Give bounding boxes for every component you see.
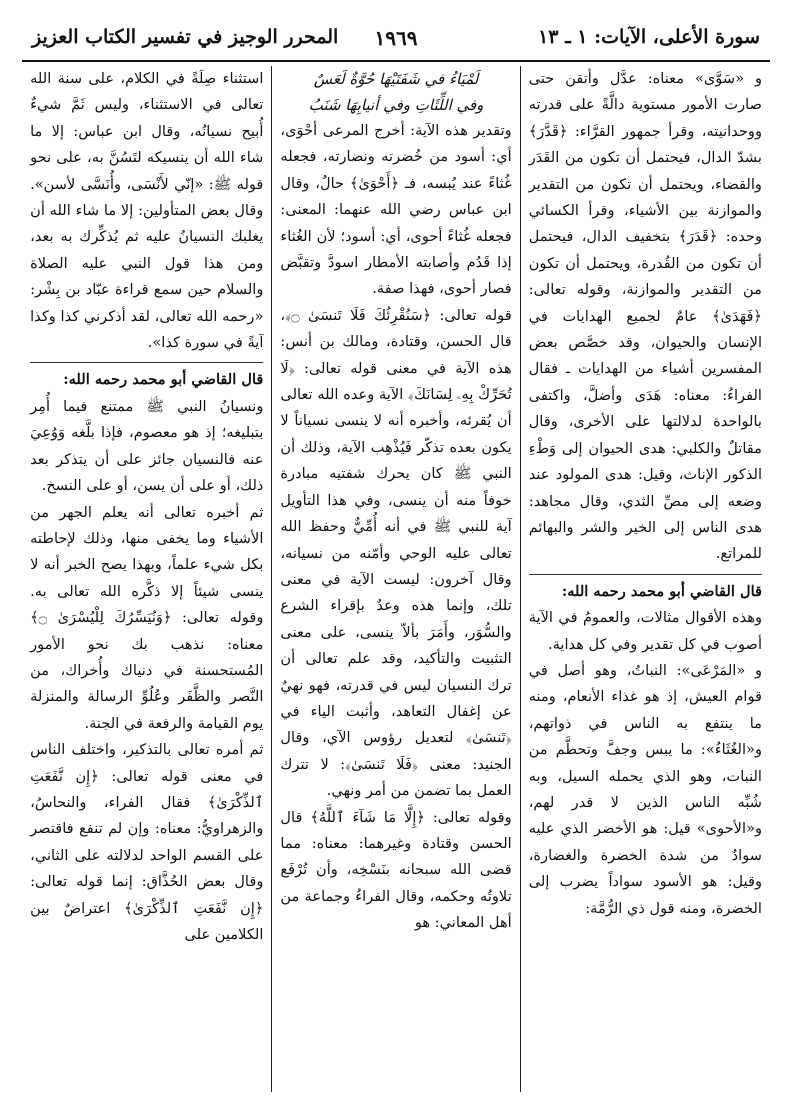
- paragraph: ثم أمره تعالى بالتذكير، واختلف الناس في معنى قوله تعالى: ﴿إِن نَّفَعَتِ ٱلذِّكْرَىٰ﴾ فقال الفراء، والنحاسُ، والزهراويُّ: معناه: وإن لم تنفع فاقتصر على القسم الواحد لدلالته على الثاني، وقال بعض الحُذَّاق: إنما قوله تعالى: ﴿إِن نَّفَعَتِ ٱلذِّكْرَىٰ﴾ اعتراضٌ بين الكلامين على: [30, 741, 264, 943]
- paragraph: استثناء صِلَةً في الكلام، على سنة الله تعالى في الاستثناء، وليس ثَمَّ شيءٌ أُبيح نسيانُه، وقال ابن عباس: إلا ما شاء الله أن ينسيكه لتَسُنَّ به، على نحو قوله ﷺ: «إنّي لأَنْسَى، وأُنَسَّى لأسن». وقال بعض المتأولين: إلا ما شاء الله أن يغلبك النسيانُ عليه ثم يُذكِّرك به بعد، ومن هذا قول النبي عليه الصلاة والسلام حين سمع قراءة عبّاد بن بِشْر: «رحمه الله تعالى، لقد أذكرني كذا وكذا آيةً في سورة كذا».: [30, 70, 264, 352]
- verse-hemistich: وفي اللِّثَاتِ وفي أنيابِهَا شَنَبُ: [308, 96, 484, 114]
- paragraph: قوله تعالى: ﴿سَنُقْرِئُكَ فَلَا تَنسَىٰ ۝﴾، قال الحسن، وقتادة، ومالك بن أنس: هذه الآية في معنى قوله تعالى: ﴿لَا تُحَرِّكْ بِهِۦ لِسَانَكَ﴾ الآية وعده الله تعالى أن يُقرئه، وأخبره أنه لا ينسى نسياناً لا يكون بعده تذكّر فَيُذْهِب الآية، وذلك أن النبي ﷺ كان يحرك شفتيه مبادرة خوفاً منه أن ينسى، وفي هذا التأويل آية للنبي ﷺ في أنه أُمِّيٌّ وحفظ الله تعالى عليه الوحي وأمّنه من نسيانه، وقال آخرون: ليست الآية في معنى تلك، وإنما هذه وعدٌ بإقراء الشرع والسُّوَر، وأَمَرَ بألاّ ينسى، على معنى التثبيت والتأكيد، وقد علم تعالى أن ترك النسيان ليس في قدرته، فهو نهيٌ عن إغفال التعاهد، وأثبت الياء في ﴿تَنسَىٰ﴾ لتعديل رؤوس الآي، وقال الجنيد: معنى ﴿فَلَا تَنسَىٰ﴾: لا تترك العمل بما تضمن من أمر ونهي.: [280, 306, 512, 800]
- paragraph: و «المَرْعَى»: النباتُ، وهو أصل في قوام العيش، إذ هو غذاء الأنعام، ومنه ما ينتفع به الناس في ذواتهم، و«الغُثَاءُ»: ما يبس وجفَّ وتحطَّم من النبات، وهو الذي يحمله السيل، وبه شُبِّه الناس الذين لا قدر لهم، و«الأحوى» قيل: هو الأخضر الذي عليه سوادٌ من شدة الخضرة والغضارة، وقيل: هو الأسود سواداً يضرب إلى الخضرة، ومنه قول ذي الرُّمَّة:: [528, 661, 762, 917]
- paragraph: ونسيانُ النبي ﷺ ممتنع فيما أُمِر بتبليغه؛ إذ هو معصوم، فإذا بلَّغه وَوُعِيَ عنه فالنسيان جائز على أن يتذكر بعد ذلك، أو على أن يسن، أو على النسخ.: [30, 397, 264, 495]
- book-title: المحرر الوجيز في تفسير الكتاب العزيز: [32, 26, 339, 48]
- column-middle: [271, 66, 520, 1092]
- text-body: [22, 66, 770, 1092]
- section-heading: قال القاضي أبو محمد رحمه الله:: [30, 362, 263, 393]
- poetry-verse: [280, 66, 511, 118]
- paragraph: وتقدير هذه الآية: أخرج المرعى أحْوَى، أي: أسود من خُضرته ونضارته، فجعله غُثاءً عند يُبسه، فـ ﴿أَحْوَىٰ﴾ حالٌ، وقال ابن عباس رضي الله عنهما: المعنى: فجعله غُثاءً أحوى، أي: أسود؛ لأن الغُثاء إذا قَدُم وأصابته الأمطار اسودَّ وتقبَّض فصار أحوى، فهذا صفة.: [280, 122, 512, 298]
- section-heading: قال القاضي أبو محمد رحمه الله:: [529, 574, 762, 605]
- column-right: [521, 66, 770, 1092]
- paragraph: وقوله تعالى: ﴿إِلَّا مَا شَآءَ ٱللَّهُ﴾ قال الحسن وقتادة وغيرهما: معناه: مما قضى الله سبحانه بنَسْخِه، وأن تُرْفَع تلاوتُه وحكمه، وقال الفراءُ وجماعة من أهل المعاني: هو: [280, 808, 512, 932]
- verse-hemistich: لَمْيَاءُ في شَفَتَيْهَا حُوَّةٌ لَعَسٌ: [313, 70, 479, 88]
- page-header: [22, 22, 770, 62]
- paragraph: و «سَوَّى» معناه: عدَّل وأتقن حتى صارت الأمور مستوية دالَّةً على قدرته ووحدانيته، وقرأ جمهور القرَّاء: ﴿قَدَّرَ﴾ بشدّ الدال، فيحتمل أن تكون من القَدَر والقضاء، ويحتمل أن تكون من التقدير والموازنة بين الأشياء، وقرأ الكسائي وحده: ﴿قَدَرَ﴾ بتخفيف الدال، فيحتمل أن تكون من القُدرة، ويحتمل أن تكون من التقدير والموازنة، وقوله تعالى: ﴿فَهَدَىٰ﴾ عامٌ لجميع الهدايات في الإنسان والحيوان، وقد خصَّص بعض المفسرين أشياء من الهدايات ـ فقال الفراءُ: معناه: هَدَى وأضلَّ، واكتفى بالواحدة لدلالتها على الأخرى، وقال مقاتلٌ والكلبي: هدى الحيوان إلى وَطْءِ الذكور الإناث، وقيل: هدى المولود عند وضعه إلى مصِّ الثدي، وقال مجاهد: هدى الناس إلى الخير والشر والبهائم للمراتع.: [528, 70, 762, 563]
- surah-title: سورة الأعلى، الآيات: ١ ـ ١٣: [538, 26, 760, 48]
- paragraph: ثم أخبره تعالى أنه يعلم الجهر من الأشياء وما يخفى منها، وذلك لإحاطته بكل شيء علماً، وبهذا يصح الخبر أنه لا ينسى شيئاً إلا ذكَّره الله تعالى به. وقوله تعالى: ﴿وَنُيَسِّرُكَ لِلْيُسْرَىٰ ۝﴾ معناه: نذهب بك نحو الأمور المُستحسنة في دنياك وأُخراك، من النَّصر والظَّفَر وعُلُوِّ الرسالة والمنزلة يوم القيامة والرفعة في الجنة.: [30, 503, 264, 732]
- page-number: ١٩٦٩: [374, 26, 418, 50]
- column-left: [22, 66, 271, 1092]
- paragraph: وهذه الأقوال مثالات، والعمومُ في الآية أصوب في كل تقدير وفي كل هداية.: [528, 609, 762, 653]
